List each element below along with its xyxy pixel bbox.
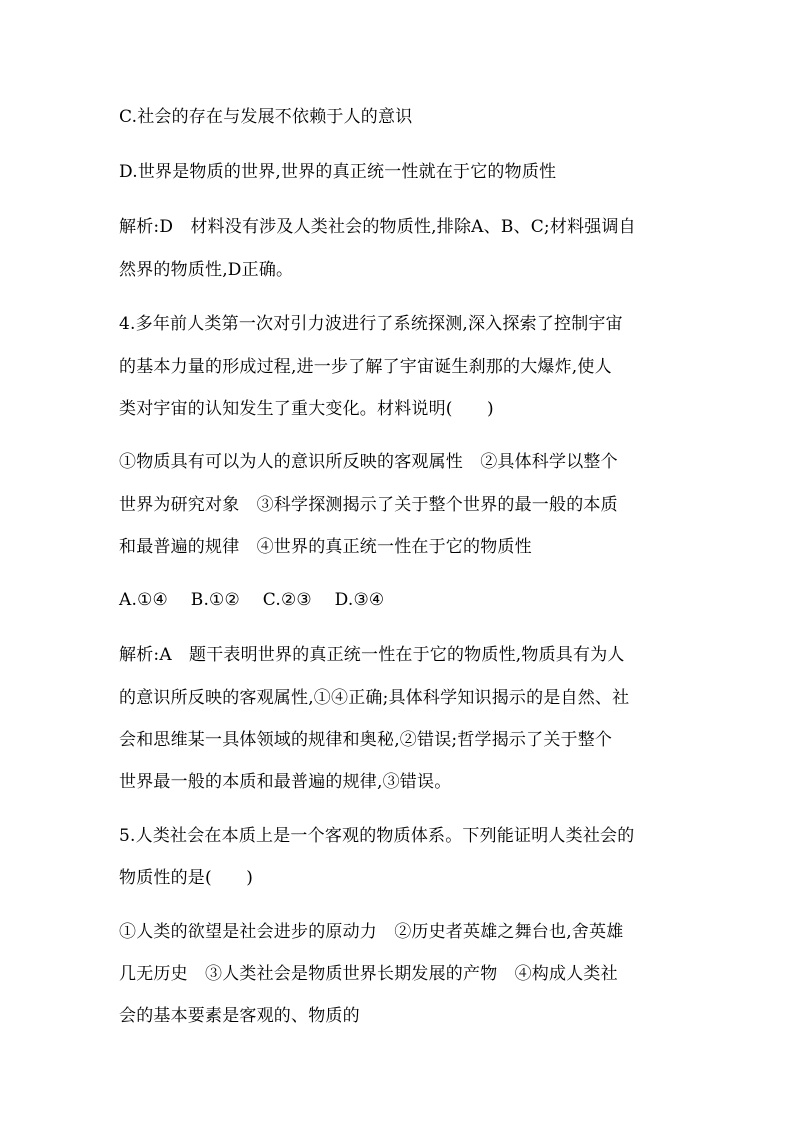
question-4-options: A.①④ B.①② C.②③ D.③④: [119, 590, 385, 610]
analysis-4-line-1: 解析:A 题干表明世界的真正统一性在于它的物质性,物质具有为人: [119, 645, 625, 665]
option-d: D.世界是物质的世界,世界的真正统一性就在于它的物质性: [119, 162, 557, 182]
question-4-statements-line-2: 世界为研究对象 ③科学探测揭示了关于整个世界的最一般的本质: [119, 495, 618, 515]
question-5-statements-line-3: 会的基本要素是客观的、物质的: [119, 1006, 360, 1026]
analysis-4-line-2: 的意识所反映的客观属性,①④正确;具体科学知识揭示的是自然、社: [119, 688, 630, 708]
analysis-4-line-3: 会和思维某一具体领域的规律和奥秘,②错误;哲学揭示了关于整个: [119, 730, 613, 750]
question-5-statements-line-2: 几无历史 ③人类社会是物质世界长期发展的产物 ④构成人类社: [119, 964, 618, 984]
question-5-line-2: 物质性的是( ): [119, 868, 254, 888]
analysis-3-line-1: 解析:D 材料没有涉及人类社会的物质性,排除A、B、C;材料强调自: [119, 217, 636, 237]
question-5-line-1: 5.人类社会在本质上是一个客观的物质体系。下列能证明人类社会的: [119, 826, 635, 846]
question-4-statements-line-3: 和最普遍的规律 ④世界的真正统一性在于它的物质性: [119, 537, 532, 557]
analysis-3-line-2: 然界的物质性,D正确。: [119, 260, 294, 280]
question-4-line-3: 类对宇宙的认知发生了重大变化。材料说明( ): [119, 399, 494, 419]
question-4-line-1: 4.多年前人类第一次对引力波进行了系统探测,深入探索了控制宇宙: [119, 314, 623, 334]
question-4-statements-line-1: ①物质具有可以为人的意识所反映的客观属性 ②具体科学以整个: [119, 452, 618, 472]
analysis-4-line-4: 世界最一般的本质和最普遍的规律,③错误。: [119, 772, 452, 792]
question-5-statements-line-1: ①人类的欲望是社会进步的原动力 ②历史者英雄之舞台也,舍英雄: [119, 922, 624, 942]
question-4-line-2: 的基本力量的形成过程,进一步了解了宇宙诞生刹那的大爆炸,使人: [119, 357, 612, 377]
option-c: C.社会的存在与发展不依赖于人的意识: [119, 107, 413, 127]
